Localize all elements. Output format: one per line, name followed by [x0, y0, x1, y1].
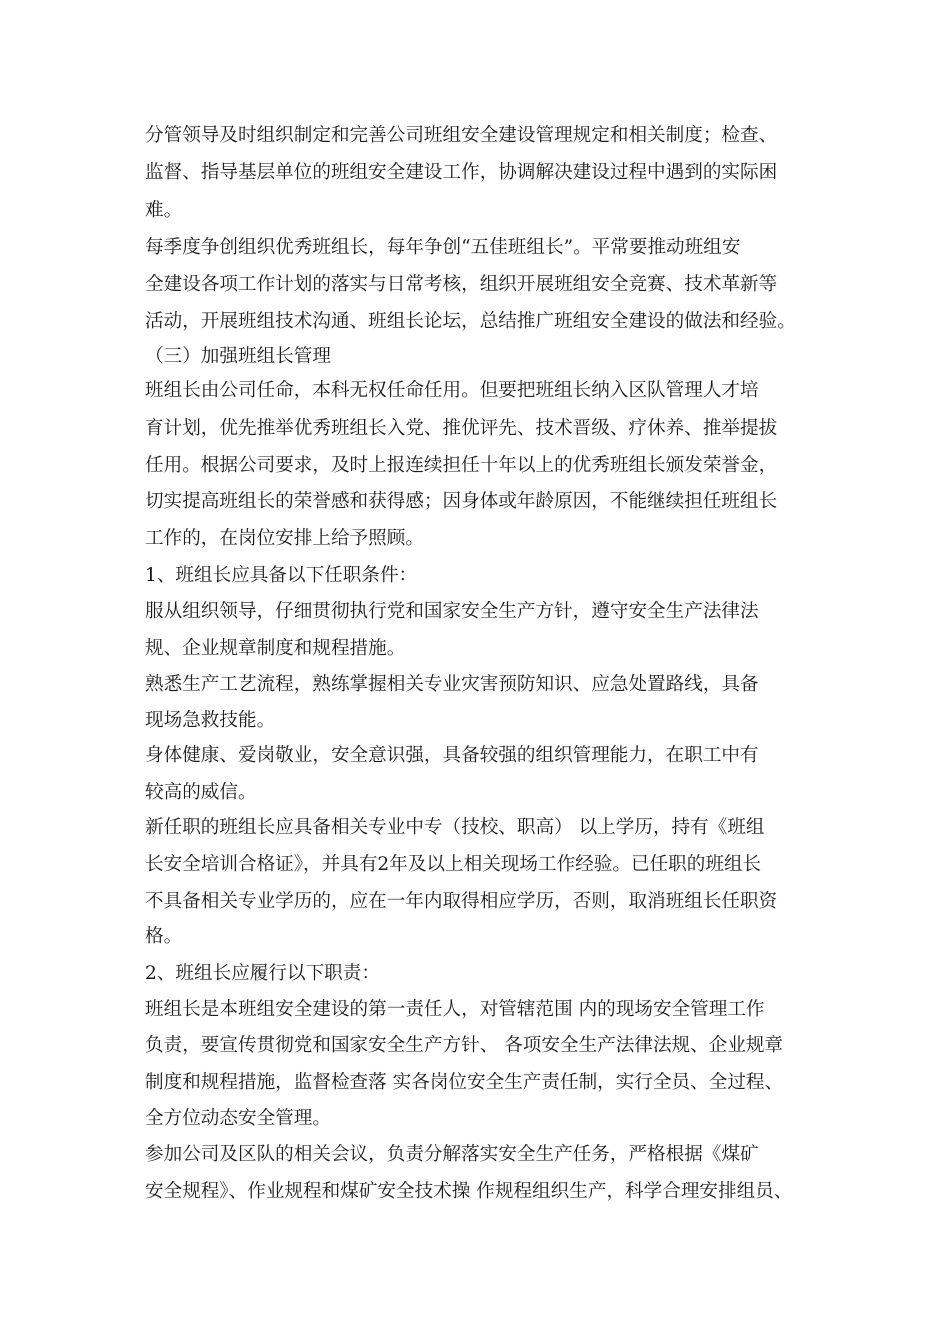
list-heading: 1、班组长应具备以下任职条件： [145, 565, 418, 586]
text-line: 活动，开展班组技术沟通、班组长论坛，总结推广班组安全建设的做法和经验。 [145, 311, 796, 332]
text-line: 身体健康、爱岗敬业，安全意识强，具备较强的组织管理能力，在职工中有 [145, 745, 759, 766]
text-line: 新任职的班组长应具备相关专业中专（技校、职高） 以上学历，持有《班组 [145, 817, 765, 838]
text-line: 班组长由公司任命，本科无权任命任用。但要把班组长纳入区队管理人才培 [145, 380, 759, 401]
text-line: 每季度争创组织优秀班组长，每年争创“五佳班组长”。平常要推动班组安 [145, 237, 741, 258]
list-heading: 2、班组长应履行以下职责： [145, 963, 380, 984]
text-line: 服从组织领导，仔细贯彻执行党和国家安全生产方针，遵守安全生产法律法 [145, 601, 759, 622]
text-line: 工作的，在岗位安排上给予照顾。 [145, 528, 424, 549]
text-line: 现场急救技能。 [145, 710, 276, 731]
text-line: 不具备相关专业学历的，应在一年内取得相应学历，否则，取消班组长任职资 [145, 891, 778, 912]
section-heading: （三）加强班组长管理 [145, 346, 331, 367]
text-line: 全方位动态安全管理。 [145, 1108, 331, 1129]
text-line: 全建设各项工作计划的落实与日常考核，组织开展班组安全竞赛、技术革新等 [145, 274, 778, 295]
text-line: 规、企业规章制度和规程措施。 [145, 638, 406, 659]
text-line: 任用。根据公司要求，及时上报连续担任十年以上的优秀班组长颁发荣誉金， [145, 455, 778, 476]
text-line: 切实提高班组长的荣誉感和获得感；因身体或年龄原因，不能继续担任班组长 [145, 491, 778, 512]
text-line: 育计划，优先推举优秀班组长入党、推优评先、技术晋级、疗休养、推举提拔 [145, 418, 778, 439]
text-line: 格。 [145, 926, 183, 947]
text-line: 安全规程》、作业规程和煤矿安全技术操 作规程组织生产，科学合理安排组员、 [145, 1181, 793, 1202]
text-line: 负责，要宣传贯彻党和国家安全生产方针、 各项安全生产法律法规、企业规章 [145, 1035, 784, 1056]
text-line: 班组长是本班组安全建设的第一责任人，对管辖范围 内的现场安全管理工作 [145, 999, 765, 1020]
text-line: 较高的威信。 [145, 782, 257, 803]
text-line: 难。 [145, 200, 183, 221]
text-line: 制度和规程措施，监督检查落 实各岗位安全生产责任制，实行全员、全过程、 [145, 1072, 784, 1093]
text-line: 监督、指导基层单位的班组安全建设工作，协调解决建设过程中遇到的实际困 [145, 162, 778, 183]
text-line: 分管领导及时组织制定和完善公司班组安全建设管理规定和相关制度；检查、 [145, 125, 778, 146]
text-line: 参加公司及区队的相关会议，负责分解落实安全生产任务，严格根据《煤矿 [145, 1144, 759, 1165]
text-line: 熟悉生产工艺流程，熟练掌握相关专业灾害预防知识、应急处置路线，具备 [145, 674, 759, 695]
text-line: 长安全培训合格证》，并具有2年及以上相关现场工作经验。已任职的班组长 [145, 854, 762, 875]
